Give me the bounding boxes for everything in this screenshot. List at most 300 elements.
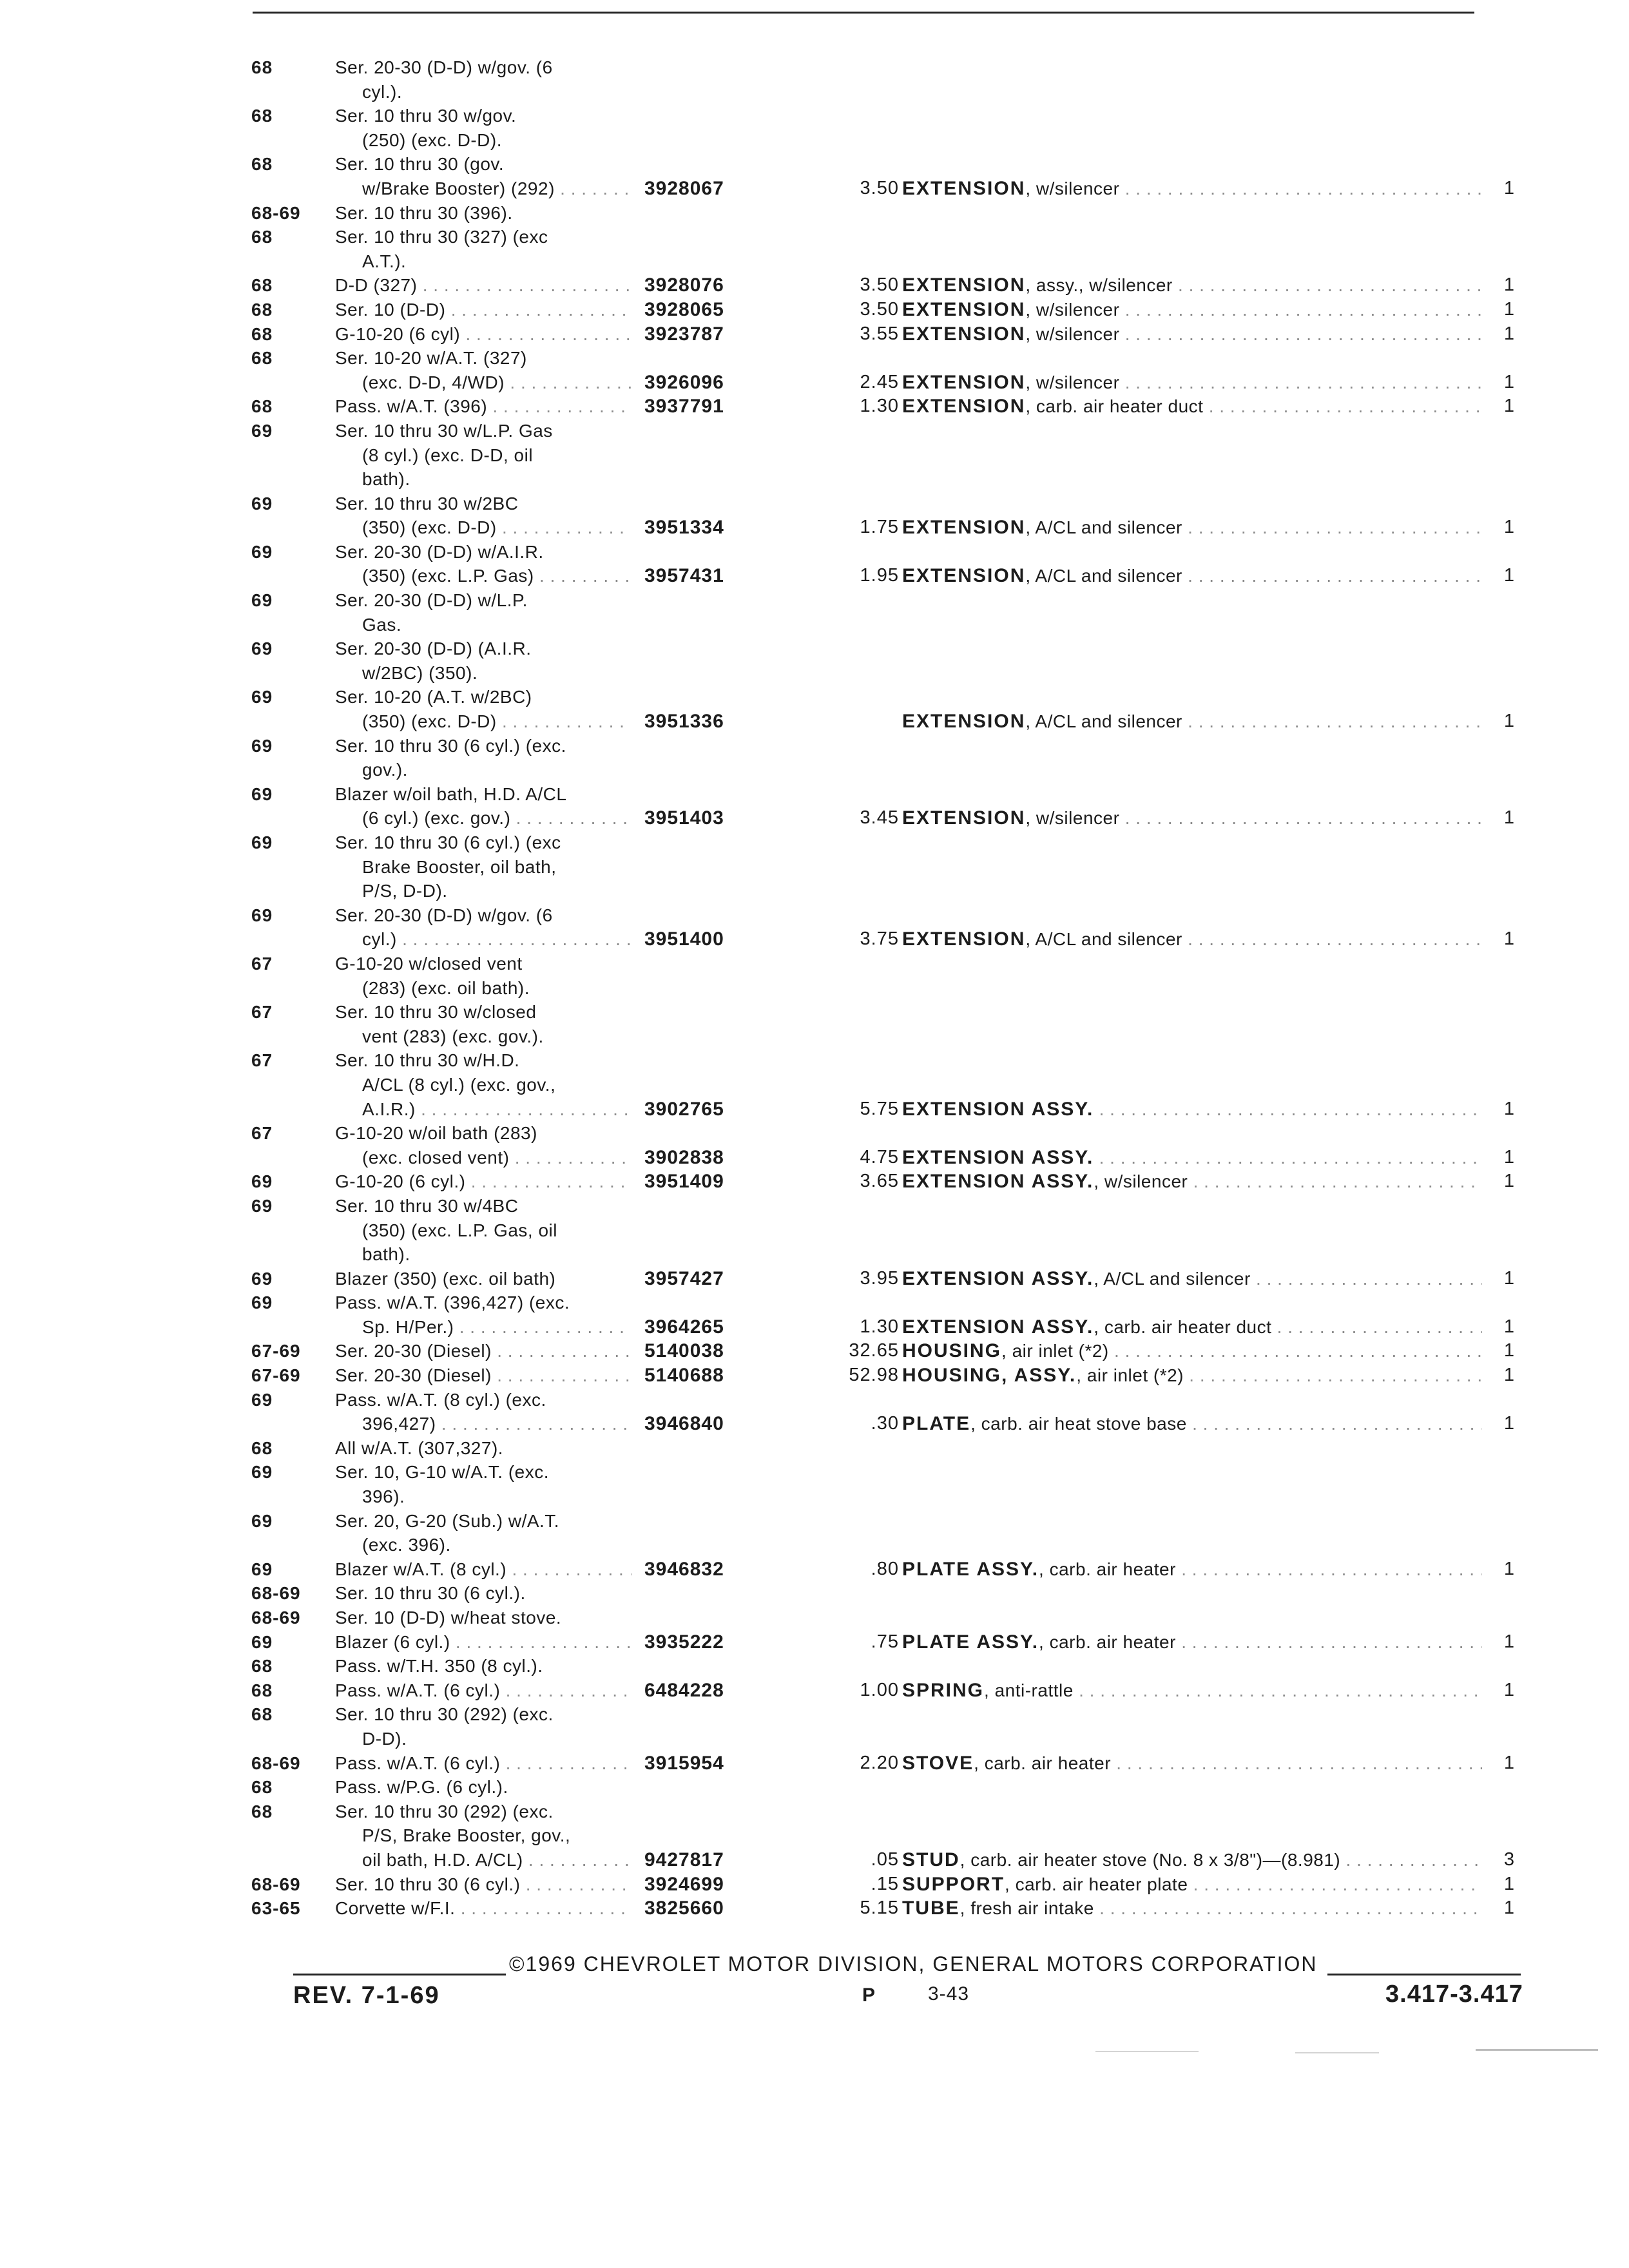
part-name-detail: , A/CL and silencer bbox=[1094, 1268, 1251, 1289]
application-description: Ser. 10 thru 30 (396). bbox=[335, 202, 513, 223]
part-name bbox=[902, 322, 1482, 347]
application-description: cyl.) . . . bbox=[362, 927, 631, 952]
model-year: 68 bbox=[251, 57, 273, 77]
part-number: 3957431 bbox=[644, 565, 724, 587]
application-description: Ser. 20-30 (D-D) w/gov. (6 bbox=[335, 57, 553, 77]
table-row bbox=[0, 1048, 1629, 1073]
part-name bbox=[902, 1339, 1482, 1363]
table-row bbox=[0, 782, 1629, 807]
model-year: 69 bbox=[251, 590, 273, 611]
quantity: 1 bbox=[1503, 323, 1514, 344]
scan-mark bbox=[1476, 2049, 1598, 2051]
part-name-detail: , air inlet (*2) bbox=[1001, 1341, 1109, 1361]
application-description: (250) (exc. D-D). bbox=[362, 130, 502, 150]
table-row bbox=[0, 806, 1629, 831]
application-description: Brake Booster, oil bath, bbox=[362, 856, 557, 877]
table-row bbox=[0, 1848, 1629, 1872]
model-year: 68 bbox=[251, 1801, 273, 1821]
list-price: .80 bbox=[871, 1558, 899, 1579]
part-number: 3926096 bbox=[644, 371, 724, 393]
part-number: 9427817 bbox=[644, 1849, 724, 1870]
application-description: G-10-20 w/oil bath (283) bbox=[335, 1123, 537, 1144]
part-name-detail: , A/CL and silencer bbox=[1025, 517, 1182, 538]
table-row bbox=[0, 661, 1629, 686]
list-price: 3.65 bbox=[860, 1171, 899, 1192]
table-row bbox=[0, 1678, 1629, 1703]
quantity: 1 bbox=[1503, 1679, 1514, 1700]
part-name bbox=[902, 1557, 1482, 1582]
table-row bbox=[0, 588, 1629, 613]
list-price: 3.50 bbox=[860, 274, 899, 296]
part-name bbox=[902, 177, 1482, 201]
part-name bbox=[902, 1097, 1482, 1122]
part-name-primary: SPRING bbox=[902, 1679, 985, 1701]
table-row bbox=[0, 298, 1629, 322]
list-price: 32.65 bbox=[849, 1340, 899, 1361]
part-name-detail: , w/silencer bbox=[1025, 178, 1120, 198]
table-row bbox=[0, 1606, 1629, 1630]
table-row bbox=[0, 709, 1629, 734]
list-price: .15 bbox=[871, 1873, 899, 1894]
scan-mark bbox=[1095, 2051, 1199, 2052]
table-row bbox=[0, 273, 1629, 298]
list-price: .30 bbox=[871, 1413, 899, 1434]
application-description: Ser. 10-20 (A.T. w/2BC) bbox=[335, 687, 532, 707]
application-description: bath). bbox=[362, 1244, 410, 1265]
model-year: 68 bbox=[251, 323, 273, 344]
table-row bbox=[0, 685, 1629, 709]
part-number: 3935222 bbox=[644, 1631, 724, 1653]
application-description: G-10-20 w/closed vent bbox=[335, 953, 523, 974]
quantity: 1 bbox=[1503, 1558, 1514, 1579]
table-row bbox=[0, 1800, 1629, 1824]
application-description: Ser. 10 thru 30 (6 cyl.) (exc. bbox=[335, 735, 566, 756]
part-name bbox=[902, 298, 1482, 322]
application-description: Pass. w/A.T. (6 cyl.) . . . bbox=[335, 1751, 631, 1776]
model-year: 68 bbox=[251, 299, 273, 320]
part-name bbox=[902, 1169, 1482, 1194]
application-description: Sp. H/Per.) . . . bbox=[362, 1315, 631, 1340]
table-row bbox=[0, 734, 1629, 758]
list-price: 3.55 bbox=[860, 323, 899, 344]
application-description: (350) (exc. L.P. Gas) . . . bbox=[362, 564, 631, 588]
application-description: A/CL (8 cyl.) (exc. gov., bbox=[362, 1074, 556, 1095]
table-row bbox=[0, 1000, 1629, 1024]
application-description: (350) (exc. D-D) . . . bbox=[362, 709, 631, 734]
list-price: 4.75 bbox=[860, 1146, 899, 1168]
application-description: gov.). bbox=[362, 760, 408, 780]
model-year: 68 bbox=[251, 106, 273, 126]
application-description: Pass. w/P.G. (6 cyl.). bbox=[335, 1777, 508, 1798]
part-number: 3951409 bbox=[644, 1171, 724, 1193]
table-row bbox=[0, 903, 1629, 928]
table-row bbox=[0, 1218, 1629, 1243]
model-year: 68 bbox=[251, 1704, 273, 1725]
quantity: 1 bbox=[1503, 1898, 1514, 1919]
table-row bbox=[0, 346, 1629, 370]
table-row bbox=[0, 831, 1629, 855]
table-row bbox=[0, 1485, 1629, 1509]
part-number: 3928067 bbox=[644, 177, 724, 199]
part-name-primary: PLATE bbox=[902, 1413, 971, 1435]
application-description: Pass. w/A.T. (396) . . . bbox=[335, 394, 631, 419]
part-name bbox=[902, 1412, 1482, 1436]
part-number: 3902838 bbox=[644, 1146, 724, 1168]
model-year: 69 bbox=[251, 420, 273, 441]
page-prefix: P bbox=[862, 1984, 876, 2006]
application-description: Ser. 10 thru 30 w/4BC bbox=[335, 1195, 519, 1216]
part-name-detail: , w/silencer bbox=[1025, 808, 1120, 829]
quantity: 1 bbox=[1503, 298, 1514, 320]
part-name-primary: PLATE ASSY. bbox=[902, 1631, 1039, 1653]
part-name-primary: EXTENSION ASSY. bbox=[902, 1316, 1094, 1338]
part-name-detail: , w/silencer bbox=[1094, 1171, 1188, 1192]
part-name-primary: EXTENSION bbox=[902, 517, 1026, 539]
revision-date: REV. 7-1-69 bbox=[293, 1982, 440, 2009]
model-year: 69 bbox=[251, 1268, 273, 1289]
model-year: 68-69 bbox=[251, 1874, 301, 1894]
application-description: G-10-20 (6 cyl.) . . . bbox=[335, 1169, 631, 1194]
page-footer bbox=[0, 1952, 1629, 2023]
part-name-primary: EXTENSION bbox=[902, 371, 1026, 393]
list-price: 5.75 bbox=[860, 1098, 899, 1119]
table-row bbox=[0, 1509, 1629, 1533]
part-name bbox=[902, 1315, 1482, 1340]
scan-mark bbox=[1295, 2052, 1379, 2053]
table-row bbox=[0, 128, 1629, 153]
part-number: 3951336 bbox=[644, 711, 724, 733]
table-row bbox=[0, 1412, 1629, 1436]
part-name-primary: EXTENSION bbox=[902, 274, 1026, 296]
application-description: w/2BC) (350). bbox=[362, 662, 478, 683]
part-name-detail: , w/silencer bbox=[1025, 299, 1120, 320]
application-description: A.I.R.) . . . bbox=[362, 1097, 631, 1122]
part-number: 3902765 bbox=[644, 1098, 724, 1120]
footer-rule-left bbox=[293, 1974, 506, 1975]
part-number: 3964265 bbox=[644, 1316, 724, 1338]
part-name-primary: EXTENSION bbox=[902, 565, 1026, 587]
part-name bbox=[902, 1678, 1482, 1703]
list-price: 1.00 bbox=[860, 1679, 899, 1700]
part-name-primary: EXTENSION bbox=[902, 177, 1026, 199]
application-description: Ser. 10, G-10 w/A.T. (exc. bbox=[335, 1462, 550, 1483]
list-price: 3.95 bbox=[860, 1267, 899, 1289]
part-name bbox=[902, 1267, 1482, 1291]
application-description: Ser. 10 thru 30 w/L.P. Gas bbox=[335, 420, 553, 441]
table-row bbox=[0, 1775, 1629, 1800]
list-price: 5.15 bbox=[860, 1898, 899, 1919]
part-name-detail: , carb. air heater duct bbox=[1025, 396, 1204, 417]
quantity: 3 bbox=[1503, 1849, 1514, 1870]
quantity: 1 bbox=[1503, 1267, 1514, 1289]
model-year: 69 bbox=[251, 783, 273, 804]
table-row bbox=[0, 1751, 1629, 1776]
page-number: 3-43 bbox=[928, 1983, 970, 2004]
application-description: Ser. 10 thru 30 w/H.D. bbox=[335, 1050, 520, 1071]
table-row bbox=[0, 1702, 1629, 1727]
table-row bbox=[0, 492, 1629, 516]
table-row bbox=[0, 1194, 1629, 1218]
model-year: 67 bbox=[251, 1050, 273, 1071]
application-description: D-D (327) . . . bbox=[335, 273, 631, 298]
part-name-detail: , carb. air heater bbox=[1039, 1631, 1176, 1652]
model-year: 63-65 bbox=[251, 1898, 301, 1919]
application-description: (283) (exc. oil bath). bbox=[362, 977, 530, 998]
part-number: 3951334 bbox=[644, 517, 724, 539]
list-price: 2.45 bbox=[860, 371, 899, 392]
table-row bbox=[0, 1581, 1629, 1606]
table-row bbox=[0, 104, 1629, 128]
quantity: 1 bbox=[1503, 1316, 1514, 1337]
table-row bbox=[0, 370, 1629, 395]
model-year: 67 bbox=[251, 1002, 273, 1023]
part-number: 3928076 bbox=[644, 274, 724, 296]
table-row bbox=[0, 1654, 1629, 1678]
part-number: 3825660 bbox=[644, 1898, 724, 1919]
list-price: 1.95 bbox=[860, 565, 899, 586]
part-number: 3951400 bbox=[644, 928, 724, 950]
table-row bbox=[0, 1097, 1629, 1122]
table-row bbox=[0, 927, 1629, 952]
application-description: (exc. D-D, 4/WD) . . . bbox=[362, 370, 631, 395]
part-name bbox=[902, 1896, 1482, 1921]
part-name-primary: PLATE ASSY. bbox=[902, 1558, 1039, 1580]
table-row bbox=[0, 564, 1629, 588]
part-number: 3937791 bbox=[644, 396, 724, 418]
quantity: 1 bbox=[1503, 371, 1514, 392]
application-description: Ser. 20-30 (Diesel) . . . bbox=[335, 1363, 631, 1388]
part-name-detail: , anti-rattle bbox=[984, 1680, 1074, 1700]
application-description: (8 cyl.) (exc. D-D, oil bbox=[362, 445, 534, 465]
part-name-primary: EXTENSION bbox=[902, 298, 1026, 320]
part-name-detail: , carb. air heater bbox=[974, 1753, 1112, 1773]
application-description: Gas. bbox=[362, 614, 402, 635]
model-year: 69 bbox=[251, 1559, 273, 1579]
part-number: 3928065 bbox=[644, 298, 724, 320]
table-row bbox=[0, 879, 1629, 903]
part-name bbox=[902, 1848, 1482, 1872]
model-year: 68 bbox=[251, 1656, 273, 1677]
part-name-primary: EXTENSION bbox=[902, 396, 1026, 418]
quantity: 1 bbox=[1503, 807, 1514, 829]
application-description: Ser. 20-30 (D-D) w/gov. (6 bbox=[335, 905, 553, 925]
application-description: Blazer w/oil bath, H.D. A/CL bbox=[335, 783, 567, 804]
application-description: G-10-20 (6 cyl) . . . bbox=[335, 322, 631, 347]
application-description: Ser. 10 thru 30 (327) (exc bbox=[335, 227, 548, 247]
table-row bbox=[0, 80, 1629, 104]
quantity: 1 bbox=[1503, 565, 1514, 586]
quantity: 1 bbox=[1503, 1340, 1514, 1361]
model-year: 68 bbox=[251, 154, 273, 175]
part-name bbox=[902, 1630, 1482, 1655]
part-name-primary: STUD bbox=[902, 1849, 960, 1870]
part-name bbox=[902, 1751, 1482, 1776]
model-year: 69 bbox=[251, 905, 273, 925]
application-description: P/S, D-D). bbox=[362, 881, 448, 901]
application-description: P/S, Brake Booster, gov., bbox=[362, 1825, 571, 1846]
part-name-primary: EXTENSION ASSY. bbox=[902, 1267, 1094, 1289]
application-description: Ser. 10 thru 30 (gov. bbox=[335, 154, 505, 175]
table-row bbox=[0, 1339, 1629, 1363]
part-name-detail: , A/CL and silencer bbox=[1025, 929, 1182, 950]
table-row bbox=[0, 1363, 1629, 1388]
application-description: Ser. 10 thru 30 (6 cyl.). bbox=[335, 1583, 526, 1604]
table-row bbox=[0, 1169, 1629, 1194]
quantity: 1 bbox=[1503, 1171, 1514, 1192]
application-description: Ser. 10 thru 30 (6 cyl.) . . . bbox=[335, 1872, 631, 1897]
model-year: 69 bbox=[251, 687, 273, 707]
model-year: 68-69 bbox=[251, 1608, 301, 1628]
part-name-detail: , carb. air heater duct bbox=[1094, 1316, 1272, 1337]
part-name bbox=[902, 806, 1482, 831]
model-year: 69 bbox=[251, 1510, 273, 1531]
model-year: 68 bbox=[251, 275, 273, 296]
application-description: Ser. 20-30 (Diesel) . . . bbox=[335, 1339, 631, 1363]
application-description: vent (283) (exc. gov.). bbox=[362, 1026, 544, 1046]
application-description: (exc. 396). bbox=[362, 1535, 451, 1555]
part-name-detail: , fresh air intake bbox=[959, 1898, 1094, 1919]
part-name bbox=[902, 370, 1482, 395]
part-name bbox=[902, 515, 1482, 540]
table-row bbox=[0, 976, 1629, 1001]
table-row bbox=[0, 1388, 1629, 1412]
model-year: 69 bbox=[251, 1195, 273, 1216]
model-year: 68-69 bbox=[251, 1583, 301, 1604]
model-year: 68 bbox=[251, 396, 273, 417]
list-price: 1.75 bbox=[860, 517, 899, 538]
application-description: Ser. 10 (D-D) w/heat stove. bbox=[335, 1608, 562, 1628]
table-row bbox=[0, 177, 1629, 201]
part-number: 3957427 bbox=[644, 1267, 724, 1289]
list-price: 3.50 bbox=[860, 298, 899, 320]
part-number: 3946840 bbox=[644, 1413, 724, 1435]
part-name-detail: , w/silencer bbox=[1025, 323, 1120, 344]
list-price: .75 bbox=[871, 1631, 899, 1652]
model-year: 69 bbox=[251, 1171, 273, 1192]
part-name-primary: EXTENSION bbox=[902, 928, 1026, 950]
part-name-detail: , A/CL and silencer bbox=[1025, 566, 1182, 586]
model-year: 68 bbox=[251, 348, 273, 369]
part-number: 3923787 bbox=[644, 323, 724, 345]
table-row bbox=[0, 443, 1629, 468]
part-name-primary: TUBE bbox=[902, 1898, 960, 1919]
list-price: 3.50 bbox=[860, 177, 899, 198]
table-row bbox=[0, 1823, 1629, 1848]
table-row bbox=[0, 1727, 1629, 1751]
model-year: 68 bbox=[251, 1777, 273, 1798]
model-year: 67-69 bbox=[251, 1365, 301, 1386]
part-name-detail: , A/CL and silencer bbox=[1025, 711, 1182, 732]
table-row bbox=[0, 249, 1629, 274]
table-row bbox=[0, 515, 1629, 540]
model-year: 69 bbox=[251, 832, 273, 852]
application-description: Ser. 20-30 (D-D) (A.I.R. bbox=[335, 639, 532, 659]
table-row bbox=[0, 637, 1629, 661]
model-year: 69 bbox=[251, 639, 273, 659]
application-description: (6 cyl.) (exc. gov.) . . . bbox=[362, 806, 631, 831]
part-name bbox=[902, 927, 1482, 952]
application-description: Blazer (6 cyl.) . . . bbox=[335, 1630, 631, 1655]
part-name bbox=[902, 709, 1482, 734]
part-name bbox=[902, 1146, 1482, 1170]
part-name-primary: SUPPORT bbox=[902, 1873, 1005, 1895]
application-description: oil bath, H.D. A/CL) . . . bbox=[362, 1848, 631, 1872]
quantity: 1 bbox=[1503, 711, 1514, 732]
parts-list bbox=[0, 55, 1629, 1921]
list-price: 3.45 bbox=[860, 807, 899, 829]
table-row bbox=[0, 225, 1629, 249]
application-description: Pass. w/A.T. (6 cyl.) . . . bbox=[335, 1678, 631, 1703]
quantity: 1 bbox=[1503, 1146, 1514, 1168]
table-row bbox=[0, 1315, 1629, 1340]
application-description: Corvette w/F.I. . . . bbox=[335, 1896, 631, 1921]
top-rule bbox=[253, 12, 1474, 14]
part-name-primary: STOVE bbox=[902, 1752, 974, 1774]
model-year: 67 bbox=[251, 1123, 273, 1144]
part-name-detail: , air inlet (*2) bbox=[1076, 1365, 1184, 1386]
table-row bbox=[0, 1267, 1629, 1291]
table-row bbox=[0, 1242, 1629, 1267]
quantity: 1 bbox=[1503, 1365, 1514, 1386]
table-row bbox=[0, 1436, 1629, 1461]
part-name bbox=[902, 273, 1482, 298]
quantity: 1 bbox=[1503, 274, 1514, 296]
model-year: 68-69 bbox=[251, 202, 301, 223]
list-price: 1.30 bbox=[860, 396, 899, 417]
application-description: w/Brake Booster) (292) . . . bbox=[362, 177, 631, 201]
table-row bbox=[0, 1557, 1629, 1582]
application-description: Ser. 10 thru 30 (292) (exc. bbox=[335, 1801, 554, 1821]
application-description: Ser. 10 (D-D) . . . bbox=[335, 298, 631, 322]
group-code: 3.417-3.417 bbox=[1385, 1981, 1523, 2008]
table-row bbox=[0, 1460, 1629, 1485]
table-row bbox=[0, 1024, 1629, 1049]
list-price: .05 bbox=[871, 1849, 899, 1870]
footer-rule-right bbox=[1327, 1974, 1521, 1975]
application-description: Ser. 20, G-20 (Sub.) w/A.T. bbox=[335, 1510, 560, 1531]
application-description: (350) (exc. L.P. Gas, oil bbox=[362, 1220, 557, 1240]
table-row bbox=[0, 1896, 1629, 1921]
application-description: cyl.). bbox=[362, 81, 403, 102]
model-year: 69 bbox=[251, 541, 273, 562]
application-description: Pass. w/T.H. 350 (8 cyl.). bbox=[335, 1656, 543, 1677]
part-number: 5140688 bbox=[644, 1365, 724, 1387]
list-price: 2.20 bbox=[860, 1752, 899, 1773]
table-row bbox=[0, 419, 1629, 443]
application-description: bath). bbox=[362, 469, 410, 490]
table-row bbox=[0, 201, 1629, 226]
application-description: Ser. 10 thru 30 w/closed bbox=[335, 1002, 537, 1023]
quantity: 1 bbox=[1503, 1098, 1514, 1119]
part-name-detail: , carb. air heater plate bbox=[1005, 1874, 1188, 1894]
table-row bbox=[0, 540, 1629, 564]
application-description: A.T.). bbox=[362, 251, 407, 271]
table-row bbox=[0, 1533, 1629, 1557]
part-name-primary: EXTENSION ASSY. bbox=[902, 1171, 1094, 1193]
application-description: Ser. 10 thru 30 w/2BC bbox=[335, 493, 519, 514]
table-row bbox=[0, 855, 1629, 879]
part-name-primary: EXTENSION ASSY. bbox=[902, 1098, 1094, 1120]
table-row bbox=[0, 758, 1629, 782]
part-name-detail: , assy., w/silencer bbox=[1025, 275, 1173, 296]
application-description: Ser. 20-30 (D-D) w/A.I.R. bbox=[335, 541, 544, 562]
quantity: 1 bbox=[1503, 1752, 1514, 1773]
table-row bbox=[0, 1872, 1629, 1897]
application-description: Ser. 20-30 (D-D) w/L.P. bbox=[335, 590, 528, 611]
application-description: Blazer (350) (exc. oil bath) bbox=[335, 1268, 556, 1289]
quantity: 1 bbox=[1503, 396, 1514, 417]
part-name-detail: , carb. air heater bbox=[1039, 1559, 1176, 1579]
